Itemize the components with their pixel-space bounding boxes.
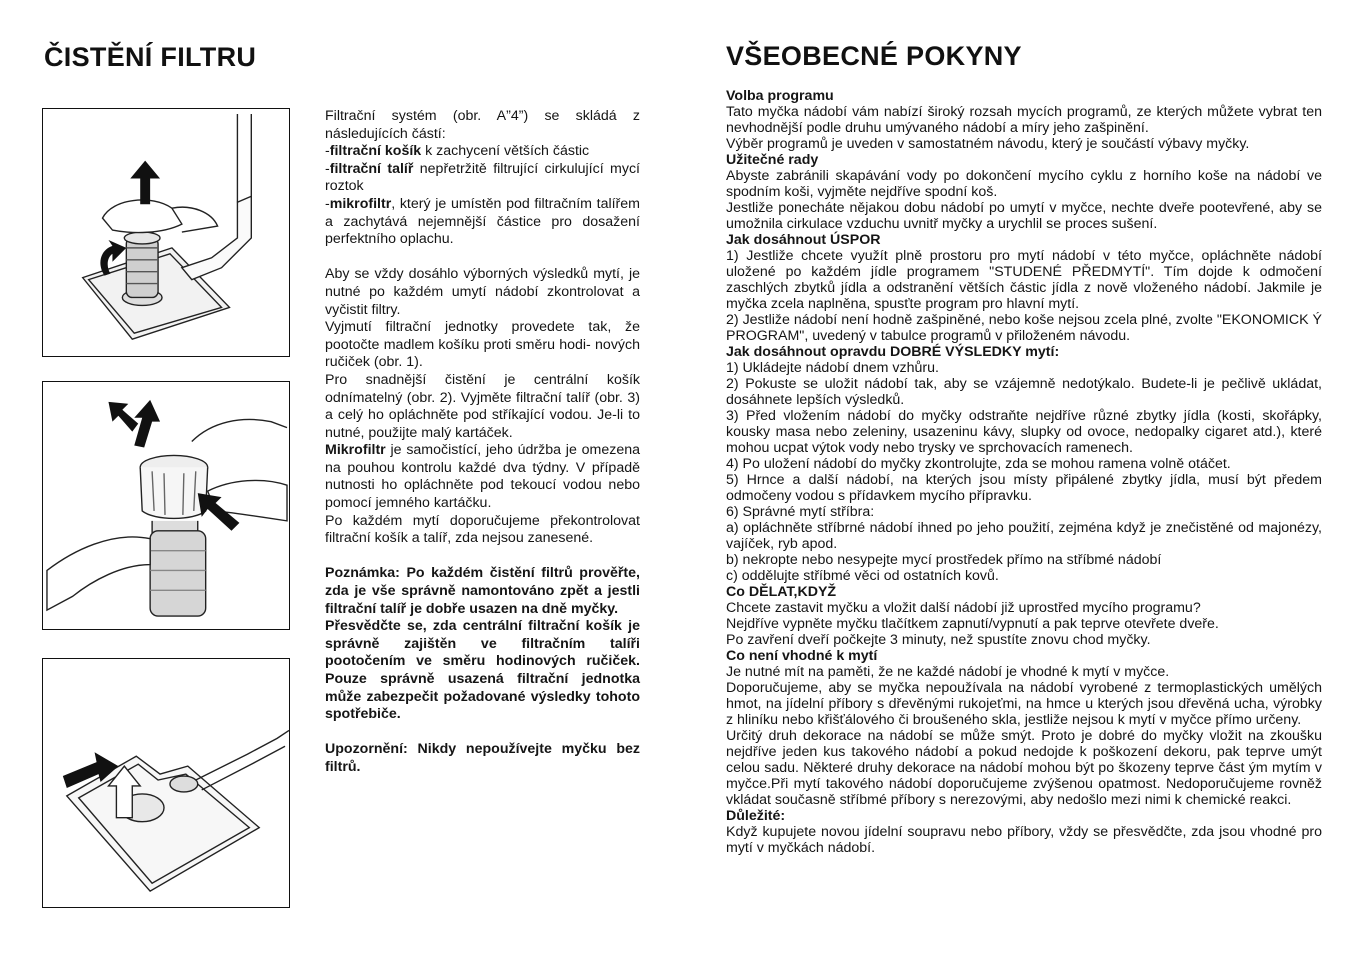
paragraph: 3) Před vložením nádobí do myčky odstraňte nejdříve různé zbytky jídla (kosti, skořápky, kousky masa nebo zeleniny, usazeninu kávy, slupky od ovoce, nedopalky cigaret atd.), které mohou ucpat výtok vody nebo trysky ve sprchovacích ramenech.: [726, 408, 1322, 456]
paragraph: 1) Ukládejte nádobí dnem vzhůru.: [726, 360, 939, 376]
paragraph: c) oddělujte stříbmé věci od ostatních kovů.: [726, 568, 999, 584]
section-subheading: Co není vhodné k mytí: [726, 648, 878, 664]
note-text: Poznámka: Po každém čistění filtrů prověřte, zda je vše správně namontováno zpět a jestli filtrační talíř je dobře usazen na dně myčky.: [325, 565, 640, 617]
page-title-left: ČISTĚNÍ FILTRU: [44, 42, 257, 72]
term-bold: Mikrofiltr: [325, 442, 386, 459]
paragraph: Po každém mytí doporučujeme překontrolovat filtrační košík a talíř, zda nejsou zanesené.: [325, 512, 640, 547]
paragraph: 2) Jestliže nádobí není hodně zašpiněné, nebo koše nejsou zcela plné, zvolte "EKONOMICK Ý PROGRAM", uvedený v tabulce programů v přiloženém návodu.: [726, 312, 1322, 344]
paragraph: Je nutné mít na paměti, že ne každé nádobí je vhodné k mytí v myčce.: [726, 664, 1170, 680]
paragraph: Chcete zastavit myčku a vložit další nádobí již uprostřed mycího programu?: [726, 600, 1201, 616]
term-bold: filtrační košík: [329, 143, 422, 160]
paragraph: 1) Jestliže chcete využít plně prostoru pro mytí nádobí v této myčce, opláchněte nádobí uložené po každém jídle programem "STUDENÉ PŘEDMYTÍ". Tím dojde k odmočení zaschlých zbytků jídla a odstranění větších částic jídla z nově vloženého nádobí. Jakmile je myčka zcela naplněna, spusťte program pro hlavní mytí.: [726, 248, 1322, 312]
term-desc: nepřetržitě filtrující cirkulující mycí roztok: [325, 160, 640, 195]
paragraph: Abyste zabránili skapávání vody po dokončení mycího cyklu z horního koše na nádobí ve spodním koši, vyjměte nejdříve spodní koš.: [726, 168, 1322, 200]
general-instructions-text: [726, 88, 1322, 856]
section-subheading: Jak dosáhnout ÚSPOR: [726, 232, 881, 248]
intro-text: Filtrační systém (obr. A”4”) se skládá z následujících částí:: [325, 108, 640, 142]
paragraph: [325, 442, 640, 512]
basket-removal-illustration: [43, 382, 289, 629]
list-item-filter-basket: -filtrační košík k zachycení větších částic: [325, 143, 590, 160]
paragraph: 5) Hrnce a další nádobí, na kterých jsou místy připálené zbytky jídla, musí být předem odmočeny vodou s přídavkem mycího přípravku.: [726, 472, 1322, 504]
warning-text: Upozornění: Nikdy nepoužívejte myčku bez filtrů.: [325, 741, 640, 775]
paragraph: a) opláchněte stříbrné nádobí ihned po jeho použití, zejména když je znečistěné od majonézy, vajíček, ryb apod.: [726, 520, 1322, 552]
term-desc: , který je umístěn pod filtračním talířem a zachytává nejemnější částice pro dosažení perfektního oplachu.: [325, 195, 640, 248]
figure-2-basket-removal: [42, 381, 290, 630]
paragraph: Když kupujete novou jídelní soupravu nebo příbory, vždy se přesvědčte, zda jsou vhodné pro mytí v myčkách nádobí.: [726, 824, 1322, 856]
paragraph: Vyjmutí filtrační jednotky provedete tak, že pootočte madlem košíku proti směru hodi- nových ručiček (obr. 1).: [325, 319, 640, 371]
section-subheading: Užitečné rady: [726, 152, 819, 168]
term-desc: je samočistící, jeho údržba je omezena na pouhou kontrolu každé dva týdny. V případě nutnosti ho opláchněte pod tekoucí vodou nebo pomocí jemného kartáčku.: [325, 442, 640, 512]
figure-1-filter-removal: [42, 108, 290, 357]
term-bold: filtrační talíř: [329, 160, 414, 177]
paragraph: Aby se vždy dosáhlo výborných výsledků mytí, je nutné po každém umytí nádobí zkontrolovat a vyčistit filtry.: [325, 266, 640, 318]
paragraph: Jestliže ponecháte nějakou dobu nádobí po umytí v myčce, nechte dveře pootevřené, aby se umožnila cirkulace vzduchu uvnitř myčky a urychlil se proces sušení.: [726, 200, 1322, 232]
section-subheading: Důležité:: [726, 808, 786, 824]
paragraph: b) nekropte nebo nesypejte mycí prostředek přímo na stříbmé nádobí: [726, 552, 1162, 568]
term-bold: mikrofiltr: [329, 195, 392, 212]
filter-plate-illustration: [43, 659, 289, 907]
filter-removal-illustration: [43, 109, 289, 356]
paragraph: Po zavření dveří počkejte 3 minuty, než spustíte znovu chod myčky.: [726, 632, 1151, 648]
section-subheading: Co DĚLAT,KDYŽ: [726, 584, 837, 600]
paragraph: Tato myčka nádobí vám nabízí široký rozsah mycích programů, ze kterých můžete vybrat ten nevhodnější podle druhu umývaného nádobí a míry jeho zašpinění.: [726, 104, 1322, 136]
figure-3-filter-plate-removal: [42, 658, 290, 908]
paragraph: Doporučujeme, aby se myčka nepoužívala na nádobí vyrobené z termoplastických umělých hmot, na jídelní příbory s dřevěnými rukojeťmi, na hmce u kterých jsou dřevěná ucha, výrobky z hliníku nebo křišťálového či broušeného skla, jestliže nejsou k mytí v myčce přímo určeny.: [726, 680, 1322, 728]
section-subheading: Jak dosáhnout opravdu DOBRÉ VÝSLEDKY mytí:: [726, 344, 1060, 360]
list-item-microfilter: -mikrofiltr, který je umístěn pod filtračním talířem a zachytává nejemnější částice pro dosažení perfektního oplachu.: [325, 195, 640, 248]
paragraph: Výběr programů je uveden v samostatném návodu, který je součástí výbavy myčky.: [726, 136, 1250, 152]
paragraph: 2) Pokuste se uložit nádobí tak, aby se vzájemně nedotýkalo. Budete-li je pečlivě ukládat, dosáhnete lepších výsledků.: [726, 376, 1322, 408]
section-subheading: Volba programu: [726, 88, 834, 104]
note-text: Přesvědčte se, zda centrální filtrační košík je správně zajištěn ve filtračním talíři pootočením ve směru hodinových ručiček. Pouze správně usazená filtrační jednotka může zabezpečit požadované výsledky tohoto spotřebiče.: [325, 618, 640, 723]
paragraph: Nejdříve vypněte myčku tlačítkem zapnutí/vypnutí a pak teprve otevřete dveře.: [726, 616, 1219, 632]
paragraph: 6) Správné mytí stříbra:: [726, 504, 875, 520]
term-desc: k zachycení větších částic: [421, 143, 590, 160]
filter-cleaning-text: [325, 108, 640, 777]
page-title-right: VŠEOBECNÉ POKYNY: [726, 41, 1022, 71]
paragraph: Určitý druh dekorace na nádobí se může smýt. Proto je dobré do myčky vložit na zkoušku nejdříve jeden kus takového nádobí a pokud nedojde k poškození dekoru, pak teprve umýt celou sadu. Některé druhy dekorace na nádobí mohou být po škozeny teprve část ým mytím v myčce.Při mytí takového nádobí doporučujeme zvýšenou opatmost. Nedoporučujeme rovněž vkládat současně stříbmé příbory s nerezovými, aby nedošlo mezi nimi k chemické reakci.: [726, 728, 1322, 808]
list-item-filter-plate: -filtrační talíř nepřetržitě filtrující cirkulující mycí roztok: [325, 160, 640, 195]
paragraph: 4) Po uložení nádobí do myčky zkontrolujte, zda se mohou ramena volně otáčet.: [726, 456, 1231, 472]
paragraph: Pro snadnější čistění je centrální košík odnímatelný (obr. 2). Vyjměte filtrační talíř (obr. 3) a celý ho opláchněte pod stříkající vodou. Je-li to nutné, použijte malý kartáček.: [325, 371, 640, 441]
